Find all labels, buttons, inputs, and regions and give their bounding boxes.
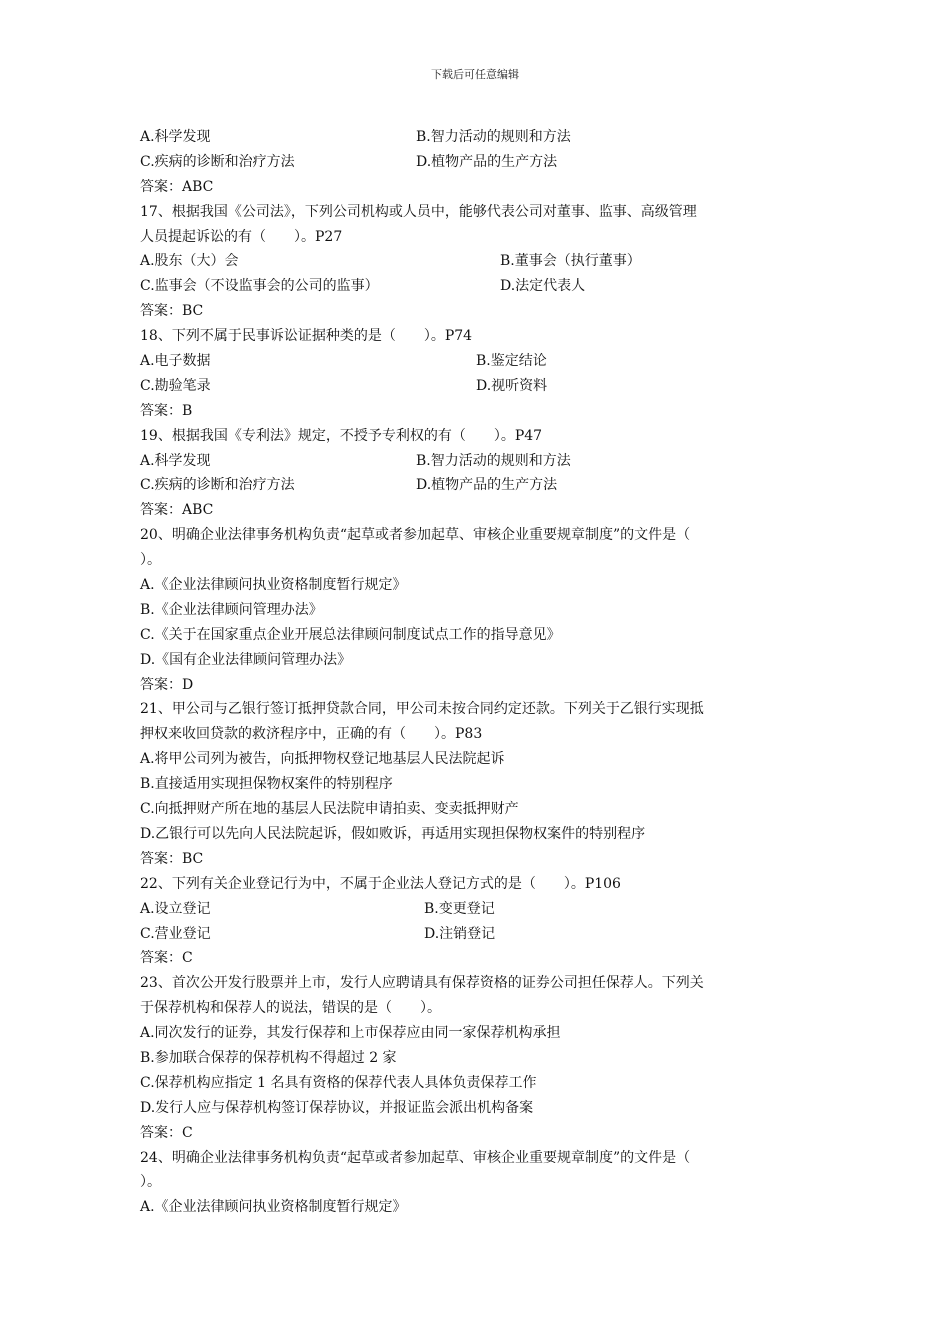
option-right: D.法定代表人 [500, 278, 586, 295]
option-right: D.植物产品的生产方法 [416, 153, 558, 170]
option-left: C.勘验笔录 [140, 377, 211, 394]
text-line: 18、下列不属于民事诉讼证据种类的是（ ）。P74 [140, 328, 473, 345]
option-left: A.设立登记 [140, 900, 211, 917]
option-right: B.鉴定结论 [476, 353, 547, 370]
text-line: 24、明确企业法律事务机构负责“起草或者参加起草、审核企业重要规章制度”的文件是（ [140, 1149, 691, 1166]
text-line: 22、下列有关企业登记行为中，不属于企业法人登记方式的是（ ）。P106 [140, 875, 621, 892]
option-right: B.智力活动的规则和方法 [416, 129, 571, 145]
text-line: B.直接适用实现担保物权案件的特别程序 [140, 776, 393, 793]
option-left: C.监事会（不设监事会的公司的监事） [140, 278, 379, 295]
option-right: B.变更登记 [424, 900, 495, 917]
option-row [140, 274, 820, 299]
text-line: ）。 [140, 552, 161, 569]
text-line: 21、甲公司与乙银行签订抵押贷款合同，甲公司未按合同约定还款。下列关于乙银行实现抵 [140, 701, 704, 718]
text-line: 答案：ABC [140, 178, 214, 195]
option-right: D.视听资料 [476, 377, 548, 394]
option-row [140, 473, 820, 498]
option-row [140, 449, 820, 474]
option-right: B.智力活动的规则和方法 [416, 452, 571, 469]
text-line: D.《国有企业法律顾问管理办法》 [140, 651, 352, 668]
text-line: B.参加联合保荐的保荐机构不得超过 2 家 [140, 1049, 397, 1066]
option-right: D.注销登记 [424, 925, 496, 942]
text-line: A.《企业法律顾问执业资格制度暂行规定》 [140, 1199, 407, 1216]
option-row [140, 125, 820, 150]
text-line: C.《关于在国家重点企业开展总法律顾问制度试点工作的指导意见》 [140, 626, 561, 643]
option-left: A.科学发现 [140, 129, 211, 145]
text-line: 23、首次公开发行股票并上市，发行人应聘请具有保荐资格的证券公司担任保荐人。下列关 [140, 975, 704, 992]
text-line: B.《企业法律顾问管理办法》 [140, 601, 323, 618]
text-line: A.同次发行的证券，其发行保荐和上市保荐应由同一家保荐机构承担 [140, 1025, 561, 1042]
option-row [140, 249, 820, 274]
text-line: D.乙银行可以先向人民法院起诉，假如败诉，再适用实现担保物权案件的特别程序 [140, 825, 646, 842]
text-line: 20、明确企业法律事务机构负责“起草或者参加起草、审核企业重要规章制度”的文件是（ [140, 527, 691, 544]
option-row [140, 349, 820, 374]
text-line: 人员提起诉讼的有（ ）。P27 [140, 228, 343, 245]
option-left: C.疾病的诊断和治疗方法 [140, 477, 295, 494]
text-line: D.发行人应与保荐机构签订保荐协议，并报证监会派出机构备案 [140, 1099, 534, 1116]
text-line: 19、根据我国《专利法》规定，不授予专利权的有（ ）。P47 [140, 427, 543, 444]
option-left: A.电子数据 [140, 353, 211, 370]
text-line: C.向抵押财产所在地的基层人民法院申请拍卖、变卖抵押财产 [140, 801, 519, 818]
option-left: A.股东（大）会 [140, 253, 239, 270]
document-body [140, 125, 820, 1220]
page-header: 下载后可任意编辑 [431, 68, 519, 81]
option-left: C.营业登记 [140, 925, 211, 942]
text-line: A.将甲公司列为被告，向抵押物权登记地基层人民法院起诉 [140, 751, 505, 768]
option-right: D.植物产品的生产方法 [416, 477, 558, 494]
option-row [140, 374, 820, 399]
text-line: 17、根据我国《公司法》，下列公司机构或人员中，能够代表公司对董事、监事、高级管理 [140, 203, 697, 220]
text-line: 答案：C [140, 950, 193, 967]
text-line: 于保荐机构和保荐人的说法，错误的是（ ）。 [140, 1000, 441, 1017]
option-right: B.董事会（执行董事） [500, 253, 641, 270]
text-line: 押权来收回贷款的救济程序中，正确的有（ ）。P83 [140, 726, 483, 743]
text-line: 答案：C [140, 1124, 193, 1141]
option-left: A.科学发现 [140, 452, 211, 469]
text-line: 答案：BC [140, 303, 204, 320]
text-line: 答案：D [140, 676, 194, 693]
option-row [140, 897, 820, 922]
text-line: 答案：ABC [140, 502, 214, 519]
option-left: C.疾病的诊断和治疗方法 [140, 153, 295, 170]
text-line: ）。 [140, 1174, 161, 1191]
text-line: A.《企业法律顾问执业资格制度暂行规定》 [140, 577, 407, 594]
option-row [140, 150, 820, 175]
option-row [140, 922, 820, 947]
text-line: 答案：B [140, 402, 193, 419]
text-line: C.保荐机构应指定 1 名具有资格的保荐代表人具体负责保荐工作 [140, 1074, 537, 1091]
text-line: 答案：BC [140, 850, 204, 867]
